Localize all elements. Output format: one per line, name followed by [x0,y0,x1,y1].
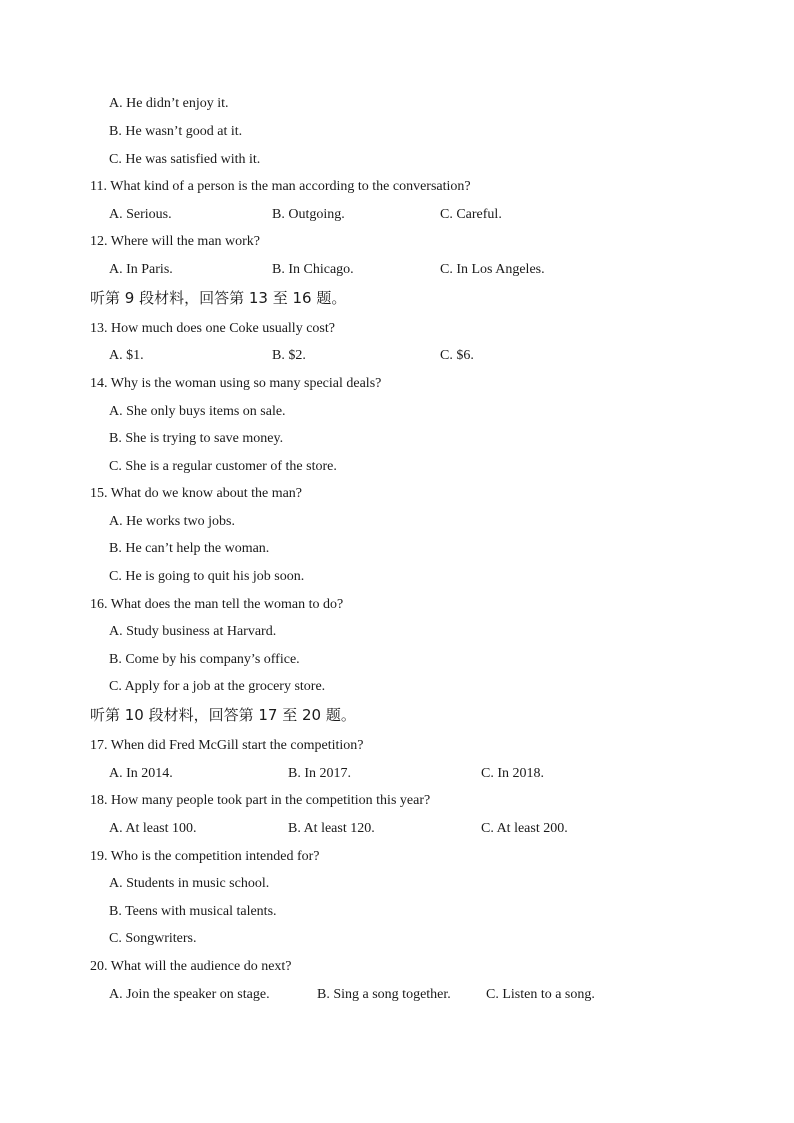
q13-option-b: B. $2. [272,348,306,363]
q12-option-a: A. In Paris. [109,262,173,277]
q18-stem: 18. How many people took part in the competition this year? [90,793,431,808]
section-10-heading: 听第 10 段材料，回答第 17 至 20 题。 [90,706,356,724]
q18-option-c: C. At least 200. [481,821,568,836]
q19-option-a: A. Students in music school. [109,876,270,891]
q18-option-b: B. At least 120. [288,821,375,836]
q20-option-b: B. Sing a song together. [317,987,451,1002]
q19-option-b: B. Teens with musical talents. [109,904,277,919]
q10-option-b: B. He wasn’t good at it. [109,124,243,139]
q15-option-a: A. He works two jobs. [109,514,235,529]
q17-stem: 17. When did Fred McGill start the competition? [90,738,364,753]
q18-option-a: A. At least 100. [109,821,197,836]
q13-stem: 13. How much does one Coke usually cost? [90,321,335,336]
q19-stem: 19. Who is the competition intended for? [90,849,320,864]
q17-option-b: B. In 2017. [288,766,351,781]
q20-option-a: A. Join the speaker on stage. [109,987,270,1002]
q17-option-c: C. In 2018. [481,766,544,781]
q12-stem: 12. Where will the man work? [90,234,261,249]
q12-option-c: C. In Los Angeles. [440,262,545,277]
q14-stem: 14. Why is the woman using so many special deals? [90,376,382,391]
q15-option-b: B. He can’t help the woman. [109,541,270,556]
section-9-heading: 听第 9 段材料，回答第 13 至 16 题。 [90,289,347,307]
q14-option-a: A. She only buys items on sale. [109,404,286,419]
q13-option-c: C. $6. [440,348,474,363]
q16-option-a: A. Study business at Harvard. [109,624,277,639]
q15-option-c: C. He is going to quit his job soon. [109,569,305,584]
q20-stem: 20. What will the audience do next? [90,959,292,974]
q16-option-b: B. Come by his company’s office. [109,652,300,667]
q14-option-c: C. She is a regular customer of the store. [109,459,337,474]
q10-option-a: A. He didn’t enjoy it. [109,96,229,111]
q11-option-a: A. Serious. [109,207,172,222]
q20-option-c: C. Listen to a song. [486,987,595,1002]
q12-option-b: B. In Chicago. [272,262,354,277]
q11-option-c: C. Careful. [440,207,502,222]
q16-stem: 16. What does the man tell the woman to do? [90,597,344,612]
q11-option-b: B. Outgoing. [272,207,345,222]
q13-option-a: A. $1. [109,348,144,363]
q16-option-c: C. Apply for a job at the grocery store. [109,679,326,694]
q10-option-c: C. He was satisfied with it. [109,152,261,167]
q17-option-a: A. In 2014. [109,766,173,781]
q11-stem: 11. What kind of a person is the man according to the conversation? [90,179,471,194]
q14-option-b: B. She is trying to save money. [109,431,284,446]
q19-option-c: C. Songwriters. [109,931,197,946]
q15-stem: 15. What do we know about the man? [90,486,303,501]
